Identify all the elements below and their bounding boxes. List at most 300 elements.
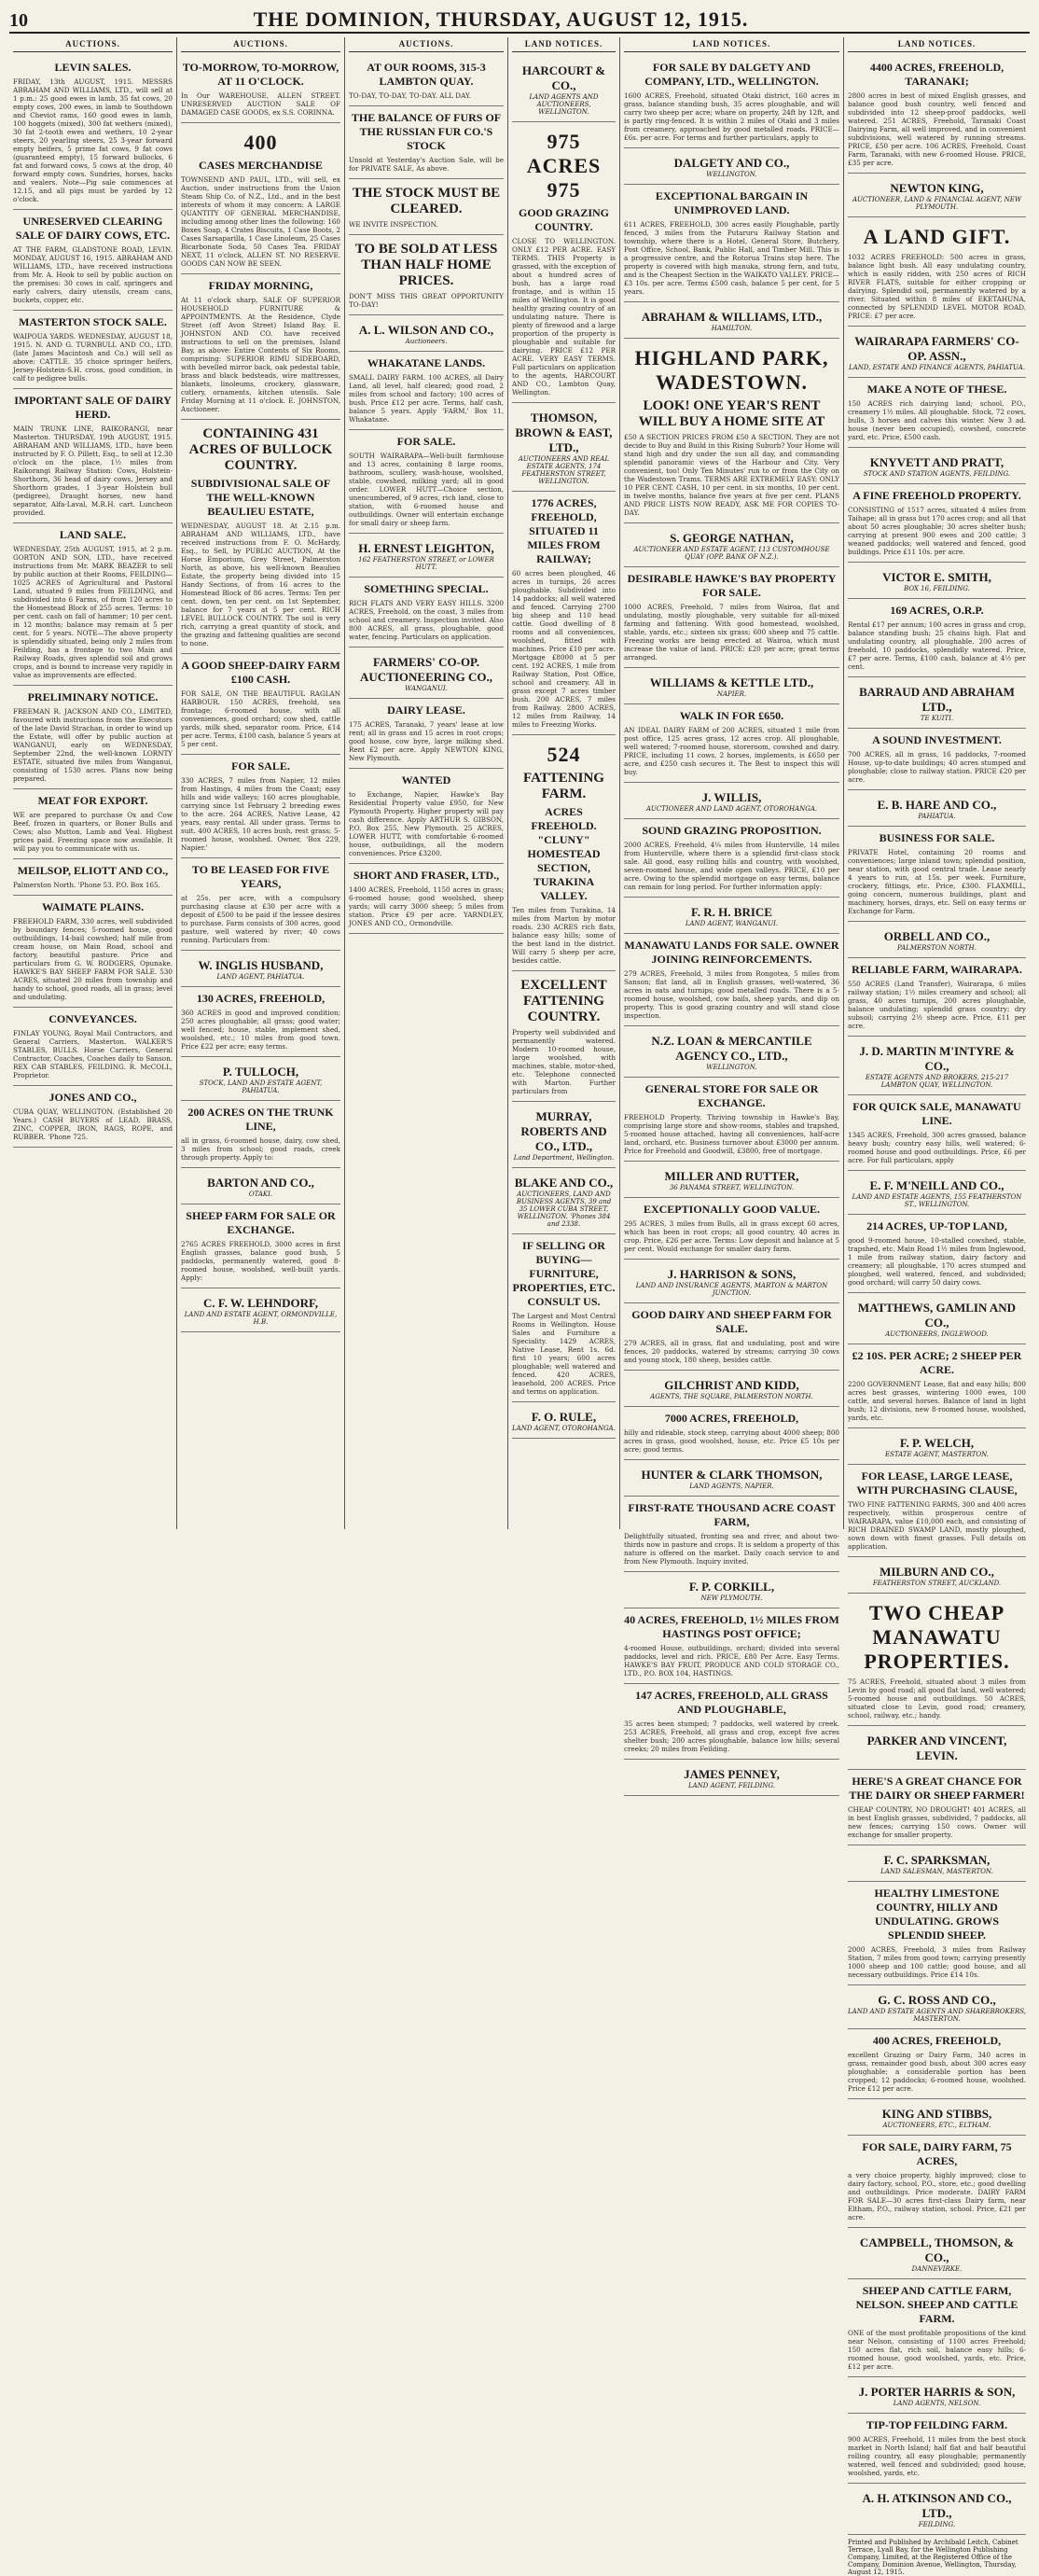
advertisement bbox=[624, 1460, 839, 1497]
column-heading: LAND NOTICES. bbox=[848, 37, 1026, 52]
advertisement bbox=[624, 1608, 839, 1684]
advertisement bbox=[624, 704, 839, 783]
ad-body: 2000 ACRES, Freehold, 4¼ miles from Hunterville, 14 miles from Hunterville, where there is a splendid first-class stock sale. All good, easy rolling hills and country, with woolshed, seven-roomed house, and wide open valleys. PRICE, £10 per acre. Owing to the splendid mortgage on easy terms, balance can remain for long period. For further information apply: bbox=[624, 841, 839, 891]
advertisement bbox=[13, 210, 173, 311]
masthead bbox=[9, 6, 1030, 34]
column-1 bbox=[9, 37, 177, 1529]
advertisement bbox=[512, 1168, 616, 1234]
advertisement bbox=[181, 1101, 340, 1168]
ad-heading: MEILSOP, ELIOTT AND CO., bbox=[17, 864, 169, 877]
advertisement bbox=[848, 2279, 1026, 2377]
advertisement bbox=[13, 1086, 173, 1148]
ad-body: Ten miles from Turakina, 14 miles from Marton by motor roads. 230 ACRES rich flats, balance easy hills; some of the best land in the district. Will carry 5 sheep per acre, besides cattle. bbox=[512, 906, 616, 965]
ad-display-line: HIGHLAND PARK, WADESTOWN. bbox=[634, 346, 829, 394]
advertisement bbox=[181, 1168, 340, 1204]
ad-heading: 130 ACRES, FREEHOLD, bbox=[196, 992, 326, 1005]
ad-heading: AT OUR ROOMS, 315-3 LAMBTON QUAY. bbox=[367, 61, 486, 88]
ad-heading: EXCEPTIONAL BARGAIN IN UNIMPROVED LAND. bbox=[655, 189, 809, 216]
ad-body: WE are prepared to purchase Ox and Cow Beef, frozen in quarters, or Boner Bulls and Cows; also Mutton, Lamb and Veal. Highest prices paid. Freezing space now available. It will pay you to communicate with us. bbox=[13, 811, 173, 853]
advertisement bbox=[624, 339, 839, 523]
ad-body: Property well subdivided and permanently watered. Modern 10-roomed house, large woolshed, with machines, stable, motor-shed, etc. Telephone connected with Marton. Further particulars from bbox=[512, 1028, 616, 1095]
ad-heading: TIP-TOP FEILDING FARM. bbox=[866, 2418, 1008, 2431]
ad-body: FREEHOLD FARM, 330 acres, well subdivided by boundary fences; 5-roomed house, good outbuildings, 14-bail cowshed; half mile from cream house, on Main Road, school and factory, beautiful pasture. Price and particulars from G. W. RODGERS, Opunake. HAWKE'S BAY SHEEP FARM FOR SALE. 530 ACRES, situated 20 miles from township and handy to school, good roads, all in grass; level and undulating. bbox=[13, 917, 173, 1001]
advertisement bbox=[624, 302, 839, 339]
ad-heading: 1776 ACRES, FREEHOLD, SITUATED 11 MILES FROM RAILWAY; bbox=[527, 496, 601, 565]
ad-heading: BUSINESS FOR SALE. bbox=[879, 831, 995, 844]
ad-advertiser-address: TE KUITI. bbox=[920, 715, 954, 722]
ad-advertiser: F. O. RULE, bbox=[531, 1410, 597, 1424]
ad-display-line: 400 bbox=[243, 131, 278, 154]
ad-advertiser: MILBURN AND CO., bbox=[880, 1565, 994, 1579]
advertisement bbox=[13, 389, 173, 523]
ad-heading: £2 10S. PER ACRE; 2 SHEEP PER ACRE. bbox=[852, 1349, 1022, 1376]
ad-advertiser: BARRAUD AND ABRAHAM LTD., bbox=[859, 685, 1015, 714]
ad-heading: 214 ACRES, UP-TOP LAND, bbox=[866, 1219, 1007, 1232]
ad-advertiser: P. TULLOCH, bbox=[222, 1065, 299, 1079]
ad-advertiser: W. INGLIS HUSBAND, bbox=[198, 958, 324, 972]
ad-body: 330 ACRES, 7 miles from Napier, 12 miles from Hastings, 4 miles from the Coast; easy hills and wide valleys; 160 acres ploughable, carrying since 1st February 2 breeding ewes to the acre. 264 ACRES, Native Lease, 42 years, easy rental. All under grass. Terms to suit. 400 ACRES, 10 acres bush, rest grass; 5-roomed house, woolshed. Owner, 'Box 229, Napier.' bbox=[181, 776, 340, 852]
ad-advertiser-address: Land Department, Wellington. bbox=[513, 1154, 615, 1162]
ad-body: 35 acres been stumped; 7 paddocks, well watered by creek. 253 ACRES, Freehold, all grass and crop, except five acres shelter bush; 200 acres ploughable, balance low hills; several creeks; 20 miles from Feilding. bbox=[624, 1720, 839, 1753]
advertisement bbox=[848, 729, 1026, 790]
advertisement bbox=[848, 2377, 1026, 2414]
ad-heading: 400 ACRES, FREEHOLD, bbox=[872, 2034, 1002, 2047]
ad-body: Delightfully situated, fronting sea and river, and about two-thirds now in pasture and crops. It is seldom a property of this nature is offered on the market. Daily coach service to and from New Plymouth. Inquiry invited. bbox=[624, 1532, 839, 1566]
advertisement bbox=[181, 1288, 340, 1332]
ad-heading: UNRESERVED CLEARING SALE OF DAIRY COWS, ETC. bbox=[15, 215, 171, 242]
ad-advertiser: ABRAHAM & WILLIAMS, LTD., bbox=[641, 310, 823, 324]
ad-body: At 11 o'clock sharp, SALE OF SUPERIOR HOUSEHOLD FURNITURE & APPOINTMENTS. At the Residence, Clyde Street (off Avon Street) Island Bay. E. JOHNSTON AND CO. have received instructions to sell on the premises, Island Bay, as above: Entire Contents of Six Rooms, comprising: SUPERIOR RIMU SIDEBOARD, with bevelled mirror back, oak pedestal table, brass and black bedsteads, wire mattresses, blankets, linoleums, crockery, glassware, cutlery, ornaments, kitchen utensils. Sale Friday Morning at 11 o'clock. E. JOHNSTON, Auctioneer. bbox=[181, 296, 340, 413]
ad-advertiser-address: AGENTS, THE SQUARE, PALMERSTON NORTH. bbox=[650, 1393, 813, 1400]
ad-advertiser: J. WILLIS, bbox=[701, 790, 762, 804]
ad-advertiser: J. PORTER HARRIS & SON, bbox=[858, 2385, 1016, 2399]
ad-heading: RELIABLE FARM, WAIRARAPA. bbox=[852, 963, 1022, 976]
ad-advertiser: NEWTON KING, bbox=[890, 181, 984, 195]
ad-body: 60 acres been ploughed, 46 acres in turnips, 26 acres ploughable. Subdivided into 14 paddocks; all well watered and fenced. Carrying 2700 big sheep and 110 head cattle. Good dwelling of 8 rooms and all conveniences, woolshed, fitted with machines. Price £10 per acre. Mortgage £8000 at 5 per cent. 192 ACRES, 1 mile from Railway Station, Post Office, school and creamery. All in grass except 7 acres timber bush. 200 ACRES, 7 miles from Railway. 2800 ACRES, 12 miles from Railway, 14 miles to Freezing Works. bbox=[512, 569, 616, 729]
ad-body: DON'T MISS THIS GREAT OPPORTUNITY TO-DAY! bbox=[349, 292, 504, 309]
ad-advertiser-address: LAND SALESMAN, MASTERTON. bbox=[880, 1868, 993, 1875]
ad-heading: SHORT AND FRASER, LTD., bbox=[353, 869, 500, 882]
ad-display-line: TWO CHEAP MANAWATU PROPERTIES. bbox=[864, 1601, 1010, 1673]
ad-advertiser-address: STOCK AND STATION AGENTS, FEILDING. bbox=[863, 470, 1011, 478]
ad-body: SOUTH WAIRARAPA—Well-built farmhouse and 13 acres, containing 8 large rooms, bathroom, scullery, wash-house, woolshed, stable, cowshed, milking yard; all in good order. LOWER HUTT—Choice section, unencumbered, of 9 acres, rich land, close to station, with 6-roomed house and outbuildings. Owner will entertain exchange for small dairy or sheep farm. bbox=[349, 452, 504, 527]
advertisement bbox=[624, 1303, 839, 1371]
ad-advertiser-address: LAND AGENTS, NELSON. bbox=[893, 2400, 981, 2407]
ad-heading: WANTED bbox=[401, 773, 451, 787]
ad-heading: IMPORTANT SALE OF DAIRY HERD. bbox=[14, 394, 172, 421]
ad-display-line: 975 ACRES 975 bbox=[526, 130, 602, 202]
advertisement bbox=[848, 448, 1026, 484]
column-heading: LAND NOTICES. bbox=[624, 37, 839, 52]
column-heading: LAND NOTICES. bbox=[512, 37, 616, 52]
advertisement bbox=[624, 1198, 839, 1260]
ad-heading: GOOD GRAZING COUNTRY. bbox=[518, 206, 609, 233]
ad-advertiser: HARCOURT & CO., bbox=[521, 63, 606, 92]
ad-advertiser: CAMPBELL, THOMSON, & CO., bbox=[859, 2235, 1015, 2264]
ad-body: 1000 ACRES, Freehold, 7 miles from Wairoa, flat and undulating, mostly ploughable, very suitable for all-mixed farming and fattening. With good homestead, woolshed, stable, yards, etc.; sixteen six grass; 600 sheep and 75 cattle. Freezing works are being erected at Wairoa, which must increase the value of land. PRICE: £20 per acre; great terms arranged. bbox=[624, 603, 839, 661]
ad-body: excellent Grazing or Dairy Farm, 340 acres in grass, remainder good bush, about 300 acres easy ploughable; a considerable portion has been cropped; 12 paddocks; 6-roomed house, woolshed. Price £12 per acre. bbox=[848, 2051, 1026, 2093]
ad-advertiser-address: AUCTIONEERS, LAND AND BUSINESS AGENTS, 39 and 35 LOWER CUBA STREET, WELLINGTON. 'Phones 384 and 2338. bbox=[516, 1191, 612, 1228]
advertisement bbox=[512, 1234, 616, 1402]
ad-body: FRIDAY, 13th AUGUST, 1915. MESSRS ABRAHAM AND WILLIAMS, LTD., will sell at 1 p.m.: 25 good ewes in lamb, 35 fat cows, 20 empty cows, 200 ewes, in lamb to Southdown and Cheviot rams, 160 good ewes in lamb, 100 hoggets (mixed), 300 fat wethers (mixed), 30 fat 2-tooth ewes and wethers, 10 2-year steers, 20 yearling steers, 25 3-year forward empty heifers, 5 prime fat cows, 9 fat cows (guaranteed empty), 15 forward bullocks, 6 fat and forward cows, 5 cows at the drop, 40 forward empty cows. Sundries, horses, hacks and vealers. Note—Pig sale commences at 12.15, and all pigs must be yarded by 12 o'clock. bbox=[13, 77, 173, 203]
ad-body: 295 ACRES, 3 miles from Bulls, all in grass except 60 acres, which has been in root crops; all good country, 40 acres in crop. Price, £26 per acre. Terms: Low deposit and balance at 5 per cent. Would exchange for smaller dairy farm. bbox=[624, 1219, 839, 1253]
column-4 bbox=[508, 37, 620, 1529]
ad-body: WEDNESDAY, 25th AUGUST, 1915, at 2 p.m. GORTON AND SON, LTD., have received instructions from Mr. MARK BEAZER to sell by public auction at their Rooms, FEILDING—1025 ACRES of Agricultural and Pastoral Land, situated 9 miles from FEILDING, and subdivided into 6 Farms, of from 120 acres to the Homestead Block of 255 acres. Terms: 10 per cent. cash on fall of hammer; 10 per cent. in 12 months; balance may remain at 5 per cent. for 5 years. NOTE—The above property is splendidly situated, being only 2 miles from Feilding, has a frontage to two Main and Railway Roads, gives splendid soil and grows crops, and is bound to increase very rapidly in value as improvements are effected. bbox=[13, 545, 173, 679]
ad-heading: SHEEP FARM FOR SALE OR EXCHANGE. bbox=[186, 1209, 336, 1236]
ad-heading: 40 ACRES, FREEHOLD, 1½ MILES FROM HASTINGS POST OFFICE; bbox=[624, 1613, 839, 1640]
advertisement bbox=[624, 1407, 839, 1460]
columns bbox=[9, 37, 1030, 2576]
ad-heading: LAND SALE. bbox=[59, 528, 127, 541]
ad-advertiser-address: 162 FEATHERSTON STREET, or LOWER HUTT. bbox=[358, 556, 494, 571]
ad-body: PRIVATE Hotel, containing 20 rooms and conveniences; large inland town; splendid position, near station, with good central trade. Lease nearly 4 years to run, at 15s. per week. Furniture, crockery, fittings, etc. Price, £300. FLAXMILL, going concern, numerous buildings, plant and machinery, horses, drays, etc. Sell on easy terms or Exchange for Farm. bbox=[848, 848, 1026, 915]
advertisement bbox=[181, 56, 340, 123]
ad-advertiser-address: STOCK, LAND AND ESTATE AGENT, PAHIATUA. bbox=[199, 1079, 323, 1094]
ad-heading: HEALTHY LIMESTONE COUNTRY, HILLY AND UNDULATING. GROWS SPLENDID SHEEP. bbox=[874, 1887, 1000, 1942]
ad-subhead: THE STOCK MUST BE CLEARED. bbox=[352, 186, 501, 216]
ad-advertiser-address: LAND, ESTATE AND FINANCE AGENTS, PAHIATUA. bbox=[849, 364, 1025, 371]
imprint: Printed and Published by Archibald Leitch, Cabinet Terrace, Lyall Bay, for the Wellington Publishing Company, Limited, at the Registered Office of the Company, Dominion Avenue, Wellington, Thursday, August 12, 1915. bbox=[848, 2539, 1018, 2576]
ad-heading: SUBDIVISIONAL SALE OF THE WELL-KNOWN BEAULIEU ESTATE, bbox=[190, 477, 331, 518]
ad-body: ONE of the most profitable propositions of the kind near Nelson, consisting of 1100 acres Freehold; 150 acres flat, rich soil, balance easy hills; 6-roomed house, good woolshed, yards, etc. Price, £12 per acre. bbox=[848, 2329, 1026, 2371]
advertisement bbox=[181, 951, 340, 987]
advertisement bbox=[624, 523, 839, 567]
advertisement bbox=[848, 2414, 1026, 2484]
ad-body: 700 ACRES, all in grass, 16 paddocks, 7-roomed House, up-to-date buildings; 40 acres stumped and ploughable; close to railway station. PRICE £20 per acre. bbox=[848, 750, 1026, 784]
ad-body: 360 ACRES in good and improved condition; 250 acres ploughable; all grass; good water; well fenced; house, stable, implement shed, woolshed, etc.; 10 miles from good town. Price £22 per acre; easy terms. bbox=[181, 1009, 340, 1051]
ad-body: CONSISTING of 1517 acres, situated 4 miles from Taihape; all in grass but 170 acres crop; and all that about 50 acres ploughable; 30 acres shelter bush; carrying at present 900 ewes and 200 cattle; 3 weaned paddocks; well watered and fenced, good buildings. Price £11 10s. per acre. bbox=[848, 506, 1026, 556]
ad-body: 4-roomed House, outbuildings, orchard; divided into several paddocks, level and rich. PRICE, £80 Per Acre. Easy Terms. HAWKE'S BAY FRUIT, PRODUCE AND COLD STORAGE CO., LTD., P.O. BOX 104, HASTINGS. bbox=[624, 1644, 839, 1678]
ad-heading: FOR SALE. bbox=[231, 759, 290, 773]
ad-advertiser: FARMERS' CO-OP. AUCTIONEERING CO., bbox=[360, 655, 492, 684]
advertisement bbox=[848, 827, 1026, 922]
ad-heading: TO BE LEASED FOR FIVE YEARS, bbox=[191, 863, 330, 890]
ad-body: 1400 ACRES, Freehold, 1150 acres in grass; 6-roomed house; good woolshed, sheep yards; will carry 3000 sheep; 5 miles from station. Price £9 per acre. YARNDLEY, JONES AND CO., Ormondville. bbox=[349, 885, 504, 927]
advertisement bbox=[848, 1037, 1026, 1095]
ad-body: 150 ACRES rich dairying land; school, P.O., creamery 1½ miles. All ploughable. Stock, 72 cows, bulls, 3 horses and calves this winter. New 3 ad. house (never been occupied), cowshed, concrete yard, etc. Price, £500 cash. bbox=[848, 399, 1026, 441]
ad-heading: IF SELLING OR BUYING—FURNITURE, PROPERTIES, ETC. CONSULT US. bbox=[512, 1239, 616, 1308]
ad-body: AN IDEAL DAIRY FARM of 200 ACRES, situated 1 mile from post office, 125 acres grass, 12 acres crop. All ploughable, well watered; 7-roomed house, storeroom, cowshed and dairy. PRICE, including 11 cows, 2 horses, implements, is £650 per acre, and £250 cash secures it. The Best to inspect this will buy. bbox=[624, 726, 839, 776]
ad-advertiser: A. L. WILSON AND CO., bbox=[358, 323, 494, 337]
advertisement bbox=[349, 106, 504, 179]
ad-body: 2000 ACRES, Freehold, 3 miles from Railway Station, 7 miles from good town; carrying presently 1000 sheep and 100 cattle; good house, and all necessary outbuildings. Price £14 10s. bbox=[848, 1945, 1026, 1979]
advertisement bbox=[624, 1760, 839, 1796]
advertisement bbox=[349, 534, 504, 578]
ad-heading: FOR SALE. bbox=[396, 435, 456, 448]
advertisement bbox=[848, 2484, 1026, 2535]
ad-advertiser-address: 36 PANAMA STREET, WELLINGTON. bbox=[669, 1184, 795, 1191]
ad-heading: WAIMATE PLAINS. bbox=[41, 900, 145, 913]
advertisement bbox=[848, 677, 1026, 729]
advertisement bbox=[349, 647, 504, 699]
ad-heading: THE BALANCE OF FURS OF THE RUSSIAN FUR CO.'S STOCK bbox=[351, 111, 502, 152]
ad-body: Unsold at Yesterday's Auction Sale, will be for PRIVATE SALE, As above. bbox=[349, 156, 504, 173]
advertisement bbox=[181, 858, 340, 951]
advertisement bbox=[848, 1770, 1026, 1845]
ad-heading: WALK IN FOR £650. bbox=[679, 709, 784, 722]
advertisement bbox=[349, 235, 504, 315]
advertisement bbox=[13, 311, 173, 389]
ad-body: to Exchange, Napier, Hawke's Bay Residential Property value £950, for New Plymouth Property. Higher property will pay cash difference. Apply ARTHUR S. GIBSON, P.O. Box 255, New Plymouth. 25 ACRES, LOWER HUTT, with comfortable 6-roomed house, outbuildings, all the modern conveniences. Price £3200. bbox=[349, 790, 504, 857]
ad-body: CHEAP COUNTRY, NO DROUGHT! 401 ACRES, all in best English grasses, subdivided, 7 paddocks, all new fences; carrying 150 cows. Owner will exchange for smaller property. bbox=[848, 1805, 1026, 1839]
ad-heading: 169 ACRES, O.R.P. bbox=[890, 604, 984, 617]
ad-advertiser: S. GEORGE NATHAN, bbox=[670, 531, 794, 545]
ad-advertiser-address: BOX 16, FEILDING. bbox=[904, 585, 970, 592]
advertisement bbox=[624, 1684, 839, 1760]
ad-heading: FRIDAY MORNING, bbox=[208, 279, 313, 292]
advertisement bbox=[181, 654, 340, 755]
ad-advertiser: WILLIAMS & KETTLE LTD., bbox=[649, 675, 814, 689]
ad-advertiser-address: LAND AGENT, WANGANUI. bbox=[685, 920, 779, 927]
ad-heading: MEAT FOR EXPORT. bbox=[37, 794, 148, 807]
advertisement bbox=[848, 327, 1026, 378]
ad-advertiser-address: LAND AND INSURANCE AGENTS, MARTON & MARTON JUNCTION. bbox=[635, 1282, 828, 1297]
ad-advertiser: DALGETY AND CO., bbox=[673, 156, 790, 170]
ad-heading: A GOOD SHEEP-DAIRY FARM £100 CASH. bbox=[181, 659, 340, 686]
advertisement bbox=[512, 403, 616, 492]
advertisement bbox=[624, 185, 839, 302]
advertisement bbox=[624, 1078, 839, 1162]
advertisement bbox=[624, 148, 839, 185]
ad-advertiser: BLAKE AND CO., bbox=[514, 1176, 614, 1190]
ad-advertiser: KING AND STIBBS, bbox=[881, 2107, 992, 2121]
advertisement bbox=[848, 790, 1026, 827]
advertisement bbox=[848, 1845, 1026, 1882]
ad-body: The Largest and Most Central Rooms in Wellington. House Sales and Furniture a Speciality. 1429 ACRES, Native Lease, Rent 1s. 6d. first 10 years; 600 acres ploughable; well watered and fenced. 420 ACRES, leasehold, 200 ACRES. Price and terms on application. bbox=[512, 1312, 616, 1396]
ad-advertiser: J. HARRISON & SONS, bbox=[667, 1267, 797, 1281]
advertisement bbox=[181, 1204, 340, 1288]
advertisement bbox=[848, 1095, 1026, 1171]
ad-body: CLOSE TO WELLINGTON. ONLY £12 PER ACRE. EASY TERMS. THIS Property is grassed, with the exception of about a hundred acres of bush, has a large road frontage, and is within 15 miles of Wellington. It is good healthy grazing country of an undulating nature. There is plenty of firewood and a large proportion of the property is ploughable and suitable for dairying. PRICE £12 PER ACRE. VERY EASY TERMS. Full particulars on application to the agents, HARCOURT AND CO., Lambton Quay, Wellington. bbox=[512, 237, 616, 397]
ad-body: good 9-roomed house, 10-stalled cowshed, stable, trapshed, etc. Main Road 1½ miles from Inglewood, 1 mile from railway station, dairy factory and creamery; all ploughable, 170 acres stumped and ploughed, well watered, fenced, and subdivided; good orchard; will carry 50 dairy cows. bbox=[848, 1236, 1026, 1287]
advertisement bbox=[848, 599, 1026, 677]
ad-advertiser-address: PAHIATUA. bbox=[918, 813, 956, 820]
advertisement bbox=[624, 1497, 839, 1572]
advertisement bbox=[848, 484, 1026, 563]
ad-advertiser-address: NAPIER. bbox=[716, 690, 747, 698]
advertisement bbox=[624, 1162, 839, 1198]
ad-advertiser: BARTON AND CO., bbox=[207, 1176, 314, 1190]
advertisement bbox=[349, 699, 504, 769]
advertisement bbox=[848, 563, 1026, 599]
ad-display-line: A LAND GIFT. bbox=[863, 225, 1011, 248]
ad-advertiser: E. F. M'NEILL AND CO., bbox=[869, 1178, 1004, 1192]
ad-body: FINLAY YOUNG, Royal Mail Contractors, and General Carriers, Masterton. WALKER'S STABLES, BULLS. Horse Carriers, General Contractor, Coaches, Coaches daily to Sanson. REX CAB STABLES, FEILDING. R. McCOLL, Proprietor. bbox=[13, 1029, 173, 1079]
advertisement bbox=[181, 1057, 340, 1101]
ad-heading: SOUND GRAZING PROPOSITION. bbox=[642, 824, 822, 837]
ad-advertiser-address: WELLINGTON. bbox=[706, 1064, 757, 1071]
ad-advertiser-address: AUCTIONEERS, INGLEWOOD. bbox=[885, 1330, 989, 1338]
ad-body: 2800 acres in best of mixed English grasses, and balance good bush country, well fenced and subdivided into 12 sheep-proof paddocks, well watered. 251 ACRES, Freehold, Taranaki Coast Dairying Farm, all well improved, and in convenient subdivisions, well watered by running streams. PRICE, £50 per acre. 106 ACRES, Freehold, Coast Farm, Taranaki, with new 6-roomed House. PRICE, £35 per acre. bbox=[848, 91, 1026, 167]
ad-heading: FOR SALE, DAIRY FARM, 75 ACRES, bbox=[862, 2140, 1012, 2167]
ad-heading: 200 ACRES ON THE TRUNK LINE, bbox=[187, 1106, 334, 1133]
ad-heading: A SOUND INVESTMENT. bbox=[872, 733, 1002, 746]
advertisement bbox=[848, 1293, 1026, 1344]
ad-body: 2765 ACRES FREEHOLD, 3000 acres in first English grasses, balance good bush, 5 paddocks, permanently watered, good 8-roomed house, woolshed, well-built yards. Apply: bbox=[181, 1240, 340, 1282]
ad-advertiser: HUNTER & CLARK THOMSON, bbox=[641, 1468, 823, 1482]
advertisement bbox=[13, 56, 173, 210]
advertisement bbox=[624, 783, 839, 819]
advertisement bbox=[848, 1985, 1026, 2029]
ad-advertiser-address: ESTATE AGENT, MASTERTON. bbox=[884, 1451, 990, 1458]
ad-advertiser: E. B. HARE AND CO., bbox=[877, 798, 997, 812]
ad-body: all in grass, 6-roomed house, dairy, cow shed, 3 miles from school; good roads, creek through property. Apply to: bbox=[181, 1136, 340, 1162]
advertisement bbox=[848, 217, 1026, 327]
ad-body: TWO FINE FATTENING FARMS, 300 and 400 acres respectively, within prosperous centre of WAIRARAPA, value £10,000 each, and consisting of RICH DRAINED SWAMP LAND, mostly ploughed, sown down with finest grasses. Full details on application. bbox=[848, 1500, 1026, 1551]
advertisement bbox=[13, 686, 173, 789]
ad-advertiser-address: FEILDING. bbox=[918, 2521, 956, 2528]
advertisement bbox=[349, 769, 504, 864]
advertisement bbox=[181, 987, 340, 1057]
ad-advertiser-address: OTAKI. bbox=[248, 1191, 273, 1198]
ad-body: £50 A SECTION PRICES FROM £50 A SECTION. They are not decide to Buy and Build in this Rising Suburb? Your Home will stand high and dry under the sun all day, and commanding splendid panoramic views of the Harbour and City. Very convenient, too! Only Ten Minutes' run to or from the City on the Wadestown Trams. TERMS ARE EXTREMELY EASY: ONLY 10 PER CENT. CASH, 10 per cent. in six months, 10 per cent. in twelve months, balance five years at five per cent. PLANS AND PRICE LISTS NOW READY, ASK ME FOR COPIES TO-DAY. bbox=[624, 433, 839, 517]
ad-heading: PRELIMINARY NOTICE. bbox=[27, 690, 159, 703]
advertisement bbox=[349, 315, 504, 352]
ad-body: 1600 ACRES, Freehold, situated Otaki district, 160 acres in grass, balance standing bush, 35 acres ploughable, and will carry two sheep per acre; whare on property, 24ft by 12ft, and is partly ring-fenced. It is within 2 miles of Otaki and 3 miles from creamery, approached by good metalled roads. PRICE—£6s. per acre. For terms and further particulars, apply to bbox=[624, 91, 839, 142]
advertisement bbox=[181, 274, 340, 420]
ad-heading: 4400 ACRES, FREEHOLD, TARANAKI; bbox=[869, 61, 1004, 88]
advertisement bbox=[848, 2099, 1026, 2136]
ad-heading: FOR LEASE, LARGE LEASE, WITH PURCHASING CLAUSE, bbox=[856, 1469, 1018, 1497]
ad-body: at 25s. per acre, with a compulsory purchasing clause at £30 per acre with a deposit of £500 to be paid if the lessee desires to purchase. Farm consists of 300 acres, good pasture, well watered by river; 40 cows running. Particulars from: bbox=[181, 894, 340, 944]
column-2 bbox=[177, 37, 345, 1529]
ad-advertiser-address: LAND AGENTS, NAPIER. bbox=[689, 1483, 774, 1490]
column-5 bbox=[620, 37, 844, 1789]
ad-advertiser: H. ERNEST LEIGHTON, bbox=[358, 541, 494, 555]
ad-advertiser: WAIRARAPA FARMERS' CO-OP. ASSN., bbox=[854, 334, 1019, 363]
ad-advertiser: J. D. MARTIN M'INTYRE & CO., bbox=[859, 1044, 1015, 1073]
ad-advertiser-address: LAND AND ESTATE AGENT, ORMONDVILLE, H.B. bbox=[184, 1311, 338, 1326]
advertisement bbox=[624, 898, 839, 934]
ad-advertiser-address: Auctioneers. bbox=[405, 338, 448, 345]
ad-subhead: FATTENING FARM. bbox=[523, 771, 604, 801]
advertisement bbox=[512, 122, 616, 403]
advertisement bbox=[624, 1026, 839, 1078]
advertisement bbox=[181, 755, 340, 858]
advertisement bbox=[512, 492, 616, 735]
advertisement bbox=[848, 958, 1026, 1037]
ad-body: SMALL DAIRY FARM. 100 ACRES, all Dairy Land, all level, half cleared; good road, 2 miles from school and factory; 100 acres of bush. Price £12 per acre. Terms, half cash, balance 5 years. Apply 'FARM,' Box 11, Whakatane. bbox=[349, 373, 504, 424]
ad-advertiser: GILCHRIST AND KIDD, bbox=[664, 1378, 799, 1392]
ad-body: 279 ACRES, all in grass, flat and undulating, post and wire fences, 20 paddocks, watered by streams; carrying 30 cows and young stock, 180 sheep, besides cattle. bbox=[624, 1339, 839, 1364]
advertisement bbox=[181, 420, 340, 654]
column-heading: AUCTIONS. bbox=[13, 37, 173, 52]
ad-body: 1032 ACRES FREEHOLD: 500 acres in grass, balance light bush. All easy undulating country, which is easily ridden, with 250 acres of RICH RIVER FLATS, suitable for either cropping or dairying. Splendid soil, permanently watered by a river. Situated within 8 miles of EKETAHUNA, connected by SPLENDID LEVEL MOTOR ROAD. PRICE: £7 per acre. bbox=[848, 253, 1026, 320]
ad-heading: DAIRY LEASE. bbox=[387, 703, 465, 717]
ad-body: 550 ACRES (Land Transfer), Wairarapa, 6 miles railway station; 1½ miles creamery and school; all grass, 40 acres turnips, 200 acres ploughable, balance undulating; splendid grass country; dry subsoil; carrying 2½ sheep acre. Price, £11 per acre. bbox=[848, 980, 1026, 1030]
ad-heading: JONES AND CO., bbox=[48, 1091, 137, 1104]
ad-body: In Our WAREHOUSE, ALLEN STREET. UNRESERVED AUCTION SALE OF DAMAGED CASE GOODS, ex S.S. CORINNA. bbox=[181, 91, 340, 117]
ad-body: RICH FLATS AND VERY EASY HILLS. 3200 ACRES, Freehold, on the coast, 3 miles from school and creamery. Inspection invited. Also 800 ACRES, all grass, ploughable, good water, fencing. Particulars on application. bbox=[349, 599, 504, 641]
advertisement bbox=[848, 1882, 1026, 1985]
ad-advertiser: F. R. H. BRICE bbox=[691, 905, 772, 919]
ad-advertiser-address: WELLINGTON. bbox=[706, 171, 757, 178]
ad-body: Palmerston North. 'Phone 53. P.O. Box 165. bbox=[13, 881, 160, 889]
ad-body: Rental £17 per annum; 100 acres in grass and crop, balance standing bush; 25 chains high. Flat and undulating country, all ploughable. 200 acres of freehold, 10 paddocks, splendidly watered. Price, £7 per acre. Terms, £100 cash, balance at 4½ per cent. bbox=[848, 620, 1026, 671]
ad-advertiser-address: AUCTIONEER AND ESTATE AGENT, 113 CUSTOMHOUSE QUAY (OPP. BANK OF N.Z.). bbox=[633, 546, 830, 561]
ad-body: hilly and rideable, stock steep, carrying about 4000 sheep; 800 acres in grass, good woolshed, house, etc. Price £5 10s per acre; good terms. bbox=[624, 1428, 839, 1454]
advertisement bbox=[13, 789, 173, 859]
ad-advertiser: MATTHEWS, GAMLIN AND CO., bbox=[857, 1301, 1017, 1330]
ad-body: CUBA QUAY, WELLINGTON. (Established 20 Years.) CASH BUYERS of LEAD, BRASS, ZINC, COPPER, IRON, RAGS, ROPE, and RUBBER. 'Phone 725. bbox=[13, 1107, 173, 1141]
ad-advertiser: F. P. WELCH, bbox=[899, 1436, 975, 1450]
ad-body: AT THE FARM, GLADSTONE ROAD, LEVIN. MONDAY, AUGUST 16, 1915. ABRAHAM AND WILLIAMS, LTD., have received instructions from Mr. A. Hook to sell by public auction on the premises: 30 cows in calf, springers and early calvers, dairy utensils, cream cans, buckets, copper, etc. bbox=[13, 245, 173, 304]
ad-advertiser-address: AUCTIONEER, LAND & FINANCIAL AGENT, NEW PLYMOUTH. bbox=[852, 196, 1022, 211]
ad-advertiser: N.Z. LOAN & MERCANTILE AGENCY CO., LTD., bbox=[651, 1034, 812, 1063]
advertisement bbox=[349, 179, 504, 235]
advertisement bbox=[181, 123, 340, 274]
ad-heading: A FINE FREEHOLD PROPERTY. bbox=[852, 489, 1021, 502]
advertisement bbox=[848, 1344, 1026, 1428]
ad-heading: CASES MERCHANDISE bbox=[198, 159, 324, 172]
ad-body: a very choice property, highly improved; close to dairy factory, school, P.O., store, etc.; good dwelling and outbuildings. Price moderate. DAIRY FARM FOR SALE—30 acres first-class Dairy farm, near Eltham, P.O., railway station, school. Price, £21 per acre. bbox=[848, 2171, 1026, 2221]
ad-subhead: TO BE SOLD AT LESS THAN HALF HOME PRICES. bbox=[354, 242, 498, 288]
ad-heading: 147 ACRES, FREEHOLD, ALL GRASS AND PLOUGHABLE, bbox=[635, 1689, 828, 1716]
advertisement bbox=[624, 668, 839, 704]
ad-subhead: CONTAINING 431 ACRES OF BULLOCK COUNTRY. bbox=[188, 426, 333, 473]
ad-advertiser: C. F. W. LEHNDORF, bbox=[203, 1296, 318, 1310]
ad-body: 2200 GOVERNMENT Lease, flat and easy hills; 800 acres best grasses, wintering 1000 ewes, 100 cattle, and several horses. Balance of land in light bush; 12 divisions, new 8-roomed house, woolshed, yards, etc. bbox=[848, 1380, 1026, 1422]
ad-advertiser: VICTOR E. SMITH, bbox=[882, 570, 991, 584]
advertisement bbox=[848, 378, 1026, 448]
ad-heading: EXCEPTIONALLY GOOD VALUE. bbox=[643, 1203, 821, 1216]
ad-advertiser: ORBELL AND CO., bbox=[883, 929, 991, 943]
ad-advertiser: KNYVETT AND PRATT, bbox=[869, 455, 1004, 469]
ad-body: TO-DAY, TO-DAY, TO-DAY. ALL DAY. bbox=[349, 91, 472, 100]
advertisement bbox=[848, 174, 1026, 217]
advertisement bbox=[848, 56, 1026, 174]
ad-heading: TO-MORROW, TO-MORROW, AT 11 O'CLOCK. bbox=[182, 61, 339, 88]
ad-heading: SOMETHING SPECIAL. bbox=[364, 582, 489, 595]
ad-advertiser: F. P. CORKILL, bbox=[688, 1580, 775, 1594]
ad-advertiser-address: DANNEVIRKE. bbox=[911, 2265, 963, 2273]
ad-advertiser-address: WANGANUI. bbox=[405, 685, 448, 692]
ad-heading: HERE'S A GREAT CHANCE FOR THE DAIRY OR SHEEP FARMER! bbox=[849, 1775, 1025, 1802]
page-number: 10 bbox=[9, 10, 28, 31]
column-heading: AUCTIONS. bbox=[349, 37, 504, 52]
ad-advertiser: F. C. SPARKSMAN, bbox=[883, 1853, 991, 1867]
advertisement bbox=[624, 934, 839, 1026]
advertisement bbox=[349, 578, 504, 647]
advertisement bbox=[13, 859, 173, 896]
advertisement bbox=[13, 523, 173, 686]
advertisement bbox=[624, 56, 839, 148]
ad-body: 279 ACRES, Freehold, 3 miles from Rongotea, 5 miles from Sanson; flat land, all in English grasses, well-watered, 36 acres in oats and turnips; good metalled roads. There is a 5-roomed house, woolshed, cow bails, sheep yards, and dip on property. This is good grazing country and will stand close inspection. bbox=[624, 969, 839, 1020]
ad-body: 1345 ACRES, Freehold, 300 acres grassed, balance heavy bush; country easy hills, well watered; 6-roomed house and good outbuildings. Price, £6 per acre. For full particulars, apply bbox=[848, 1131, 1026, 1164]
ad-advertiser-address: NEW PLYMOUTH. bbox=[700, 1594, 763, 1602]
advertisement bbox=[848, 922, 1026, 958]
column-heading: AUCTIONS. bbox=[181, 37, 340, 52]
ad-body: MAIN TRUNK LINE, RAIKORANGI, near Masterton. THURSDAY, 19th AUGUST, 1915. ABRAHAM AND WILLIAMS, LTD., have been instructed by F. O. Pillett, Esq., to sell at 12.30 o'clock on the place, 1½ miles from Raikorangi Railway Station: Cows, Holstein-Shorthorn, 36 head of dairy cows, Jersey and Shorthorn grades, 1 3-year Holstein bull (pedigree), Draught horses, new hand separator, Alfa-Laval, M.R.H. cart. Luncheon provided. bbox=[13, 425, 173, 517]
ad-advertiser-address: LAND AGENT, PAHIATUA. bbox=[216, 973, 305, 981]
ad-advertiser-address: LAND AGENTS AND AUCTIONEERS, WELLINGTON. bbox=[529, 93, 599, 116]
ad-advertiser-address: LAND AND ESTATE AGENTS AND SHAREBROKERS, MASTERTON. bbox=[848, 2008, 1027, 2023]
ad-body: FREEHOLD Property, Thriving township in Hawke's Bay, comprising large store and show-rooms, stables and trapshed, 5-roomed house attached, having all conveniences, half-acre land, orchard, etc. Business turnover about £3000 per annum. Price for Freehold and Goodwill, £3800, free of mortgage. bbox=[624, 1113, 839, 1155]
ad-heading: DESIRABLE HAWKE'S BAY PROPERTY FOR SALE. bbox=[627, 572, 837, 599]
ad-heading: MANAWATU LANDS FOR SALE. OWNER JOINING REINFORCEMENTS. bbox=[624, 939, 839, 966]
advertisement bbox=[349, 430, 504, 534]
newspaper-title: THE DOMINION, THURSDAY, AUGUST 12, 1915. bbox=[253, 7, 749, 31]
ad-heading: 7000 ACRES, FREEHOLD, bbox=[664, 1412, 799, 1425]
ad-body: WAIPOUA YARDS. WEDNESDAY, AUGUST 18, 1915. N. AND G. TURNBULL AND CO., LTD. (late James Macintosh and Co.) will sell as above: CATTLE. 35 choice springer heifers, Jersey-Holstein-S.H. cross, good condition, in calf to pedigree bulls. bbox=[13, 332, 173, 383]
advertisement bbox=[349, 864, 504, 934]
advertisement bbox=[13, 896, 173, 1008]
advertisement bbox=[848, 1428, 1026, 1465]
advertisement bbox=[848, 1557, 1026, 1594]
ad-subhead: EXCELLENT FATTENING COUNTRY. bbox=[520, 978, 607, 1024]
advertisement bbox=[848, 1594, 1026, 1726]
ad-body: 611 ACRES, FREEHOLD, 300 acres easily Ploughable, partly fenced, 3 miles from the Putaruru Railway Station and township, where there is a Hotel, General Store, Butchery, Post Office, School, Bank, Public Hall, and Timber Mill. This is a progressive centre, and the Rotorua Trains stop here. The property is covered with high manuka, strong fern, and tutu, and is the Cheapest Section in the WAIKATO VALLEY. PRICE—£3 10s. per acre. Terms £500 cash, balance 5 per cent. for 5 years. bbox=[624, 220, 839, 296]
